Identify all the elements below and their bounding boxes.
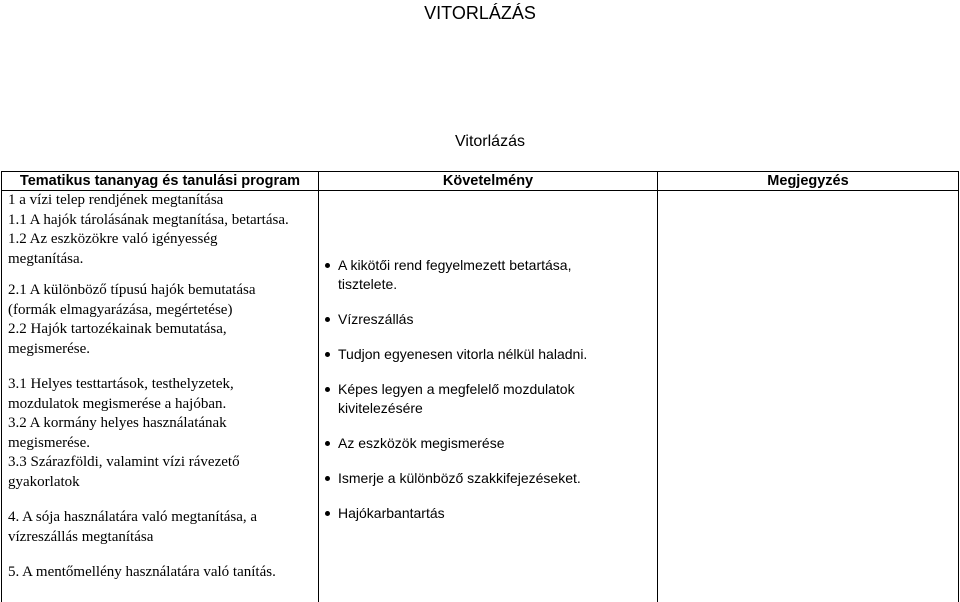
program-line: mozdulatok megismerése a hajóban. [8, 395, 227, 412]
document-title: VITORLÁZÁS [424, 3, 536, 23]
requirement-item: Hajókarbantartás [324, 504, 634, 523]
program-line: 2.1 A különböző típusú hajók bemutatása [8, 282, 256, 298]
requirement-item: Az eszközök megismerése [324, 434, 634, 453]
requirement-item: Ismerje a különböző szakkifejezéseket. [324, 469, 634, 488]
column-divider-2 [657, 171, 658, 602]
program-cell [8, 191, 318, 583]
program-line: megismerése. [8, 340, 91, 357]
program-line: 3.2 A kormány helyes használatának [8, 415, 227, 431]
program-line: 1.1 A hajók tárolásának megtanítása, betartása. [8, 211, 289, 228]
table-left-border [1, 171, 2, 602]
program-line: gyakorlatok [8, 473, 80, 490]
program-line: vízreszállás megtanítása [8, 528, 154, 545]
header-notes: Megjegyzés [767, 173, 849, 189]
program-line: 3.1 Helyes testtartások, testhelyzetek, [8, 376, 234, 392]
requirement-item: Vízreszállás [324, 310, 634, 329]
program-line: 2.2 Hajók tartozékainak bemutatása, [8, 321, 227, 337]
program-line: 1 a vízi telep rendjének megtanítása [8, 192, 224, 208]
program-line: megismerése. [8, 434, 91, 451]
program-line: 1.2 Az eszközökre való igényesség [8, 231, 218, 247]
table-right-border [958, 171, 959, 602]
requirements-cell [324, 256, 634, 539]
requirement-item: Képes legyen a megfelelő mozdulatok kivitelezésére [324, 380, 634, 418]
header-requirement: Követelmény [442, 173, 534, 189]
program-line: 5. A mentőmellény használatára való tanítás. [8, 564, 276, 580]
column-divider-1 [318, 171, 319, 602]
program-line: (formák elmagyarázása, megértetése) [8, 301, 233, 318]
requirement-item: A kikötői rend fegyelmezett betartása, tisztelete. [324, 256, 634, 294]
program-block-4 [8, 508, 318, 547]
program-line: 4. A sója használatára való megtanítása, a [8, 509, 258, 525]
program-block-5 [8, 563, 318, 583]
program-line: megtanítása. [8, 250, 84, 267]
program-block-1 [8, 191, 318, 269]
program-line: 3.3 Szárazföldi, valamint vízi rávezető [8, 454, 240, 470]
program-block-2 [8, 281, 318, 359]
section-title: Vitorlázás [455, 133, 525, 150]
program-block-3 [8, 375, 318, 492]
header-program: Tematikus tananyag és tanulási program [19, 173, 301, 189]
requirement-item: Tudjon egyenesen vitorla nélkül haladni. [324, 345, 634, 364]
